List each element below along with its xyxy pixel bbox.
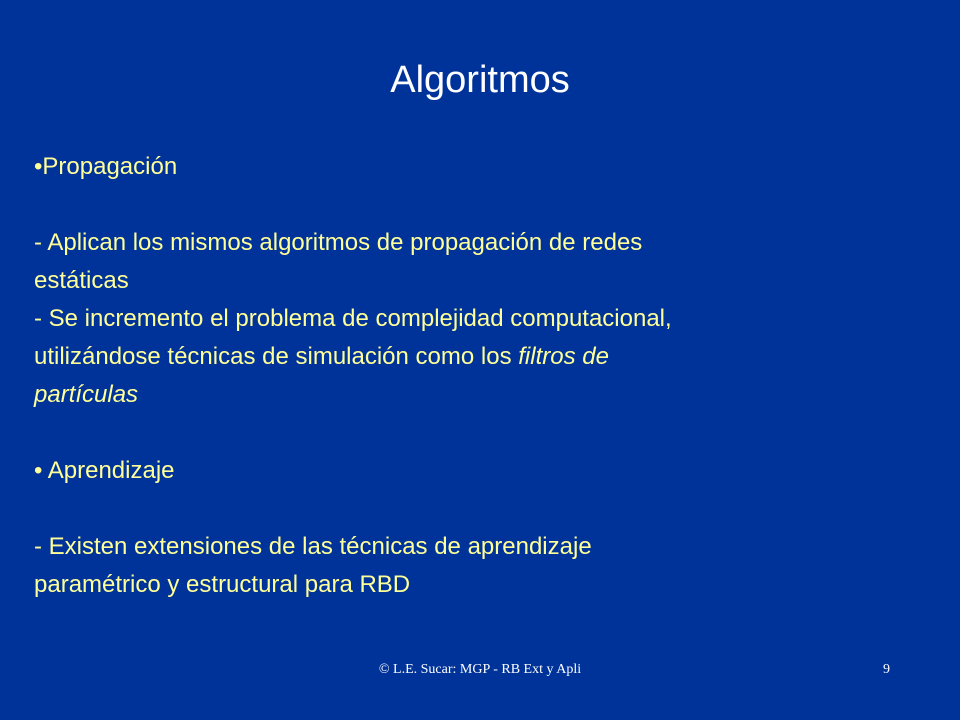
blank-line	[34, 186, 914, 224]
bullet-propagacion: •Propagación	[34, 153, 178, 180]
blank-line	[34, 490, 914, 528]
body-line-3: - Se incremento el problema de complejidad computacional,	[34, 305, 672, 332]
body-line-4-italic: filtros de	[518, 343, 609, 370]
bullet-aprendizaje: • Aprendizaje	[34, 457, 175, 484]
body-line-7: paramétrico y estructural para RBD	[34, 571, 411, 598]
slide-title: Algoritmos	[390, 59, 570, 101]
slide-body	[34, 148, 914, 604]
body-line-1: - Aplican los mismos algoritmos de propagación de redes	[34, 229, 643, 256]
blank-line	[34, 414, 914, 452]
body-line-6: - Existen extensiones de las técnicas de aprendizaje	[34, 533, 592, 560]
page-number: 9	[883, 662, 890, 677]
body-line-4	[34, 338, 914, 376]
footer-text: © L.E. Sucar: MGP - RB Ext y Apli	[378, 662, 582, 677]
body-line-2: estáticas	[34, 267, 129, 294]
body-line-5: partículas	[34, 381, 139, 408]
body-line-4-text: utilizándose técnicas de simulación como los	[34, 343, 519, 370]
